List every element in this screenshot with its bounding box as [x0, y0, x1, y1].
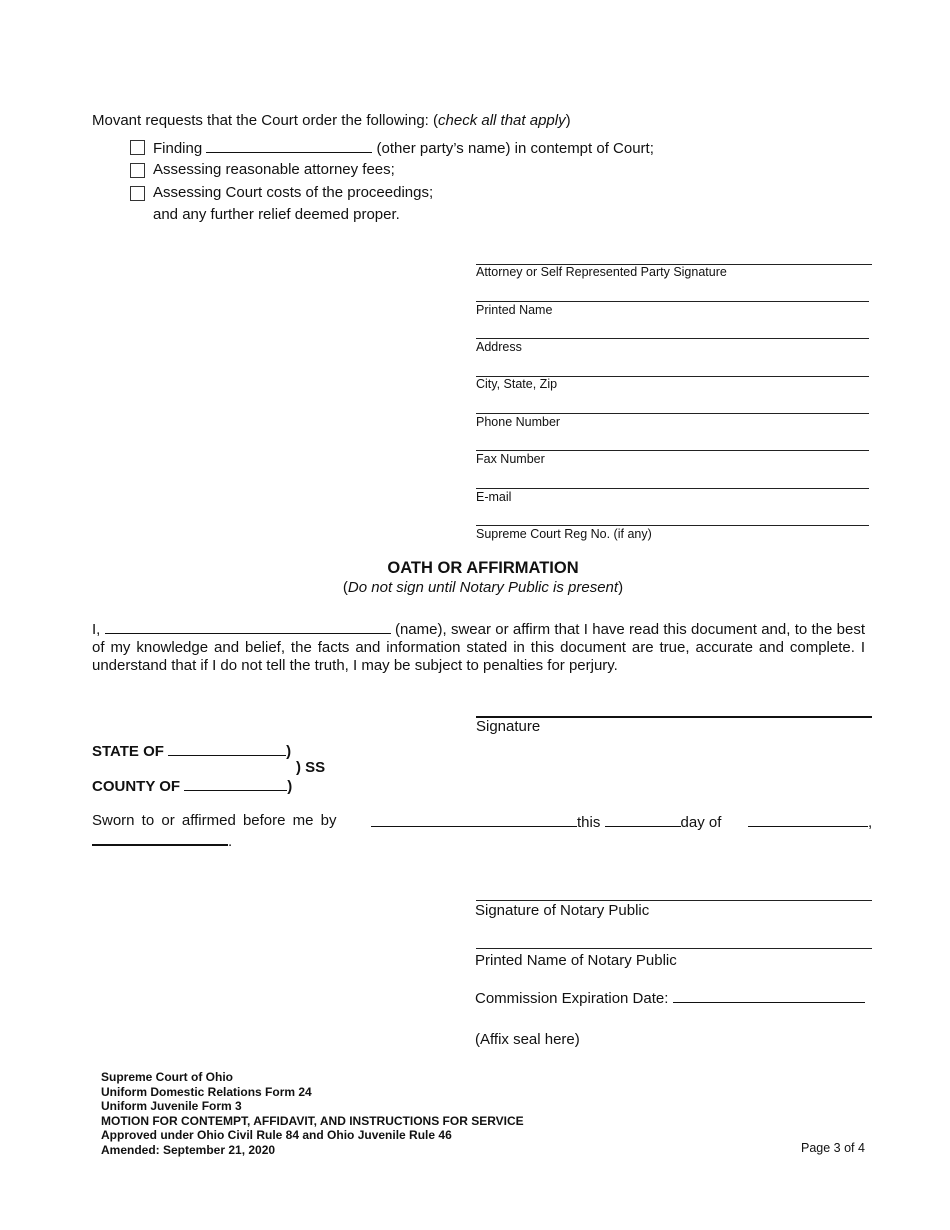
day-field[interactable] [605, 812, 681, 827]
notary-printed-name-line[interactable] [476, 948, 872, 949]
phone-line[interactable] [476, 413, 869, 414]
county-field[interactable] [184, 776, 287, 791]
reg-no-line[interactable] [476, 525, 869, 526]
notary-printed-name-label: Printed Name of Notary Public [475, 952, 677, 969]
notary-signature-label: Signature of Notary Public [475, 902, 650, 919]
option-attorney-fees: Assessing reasonable attorney fees; [153, 161, 395, 178]
footer-approved: Approved under Ohio Civil Rule 84 and Ohio Juvenile Rule 46 [101, 1128, 452, 1142]
commission-date-field[interactable] [673, 988, 865, 1003]
address-label: Address [476, 340, 522, 354]
ss-marker: ) SS [296, 759, 326, 776]
footer-form-title: MOTION FOR CONTEMPT, AFFIDAVIT, AND INSTRUCTIONS FOR SERVICE [101, 1113, 524, 1128]
oath-subtitle: (Do not sign until Notary Public is present) [342, 579, 624, 596]
printed-name-label: Printed Name [476, 303, 553, 317]
attorney-fees-checkbox[interactable] [130, 163, 145, 178]
footer-form-juv: Uniform Juvenile Form 3 [101, 1099, 242, 1113]
county-of: COUNTY OF ) [92, 778, 293, 795]
reg-no-label: Supreme Court Reg No. (if any) [476, 527, 652, 541]
contempt-checkbox[interactable] [130, 140, 145, 155]
oath-title: OATH OR AFFIRMATION [387, 559, 579, 577]
affiant-name-field[interactable] [105, 619, 391, 634]
state-of: STATE OF ) [92, 743, 292, 760]
other-party-name-field[interactable] [206, 138, 372, 153]
state-field[interactable] [168, 741, 286, 756]
attorney-signature-label: Attorney or Self Represented Party Signature [476, 265, 727, 279]
court-costs-checkbox[interactable] [130, 186, 145, 201]
sworn-text: Sworn to or affirmed before me by [92, 812, 337, 829]
further-relief: and any further relief deemed proper. [153, 206, 400, 223]
sworn-by-field[interactable] [371, 812, 577, 827]
commission-expiration: Commission Expiration Date: [475, 988, 865, 1007]
notary-signature-line[interactable] [476, 900, 872, 901]
page-number: Page 3 of 4 [801, 1141, 865, 1155]
option-court-costs: Assessing Court costs of the proceedings; [153, 184, 434, 201]
oath-statement: I, (name), swear or affirm that I have read this document and, to the best of my knowledge and belief, the facts and information stated in this document are true, accurate and complete. I understand that if I do not tell the truth, I may be subject to penalties for perjury. [92, 621, 866, 674]
footer-court: Supreme Court of Ohio [101, 1070, 233, 1084]
email-line[interactable] [476, 488, 869, 489]
fax-label: Fax Number [476, 452, 545, 466]
year-line: . [92, 830, 232, 850]
month-field[interactable] [748, 812, 868, 827]
option-contempt: Finding (other party’s name) in contempt of Court; [153, 140, 654, 157]
phone-label: Phone Number [476, 415, 561, 429]
city-state-zip-label: City, State, Zip [476, 377, 558, 391]
printed-name-line[interactable] [476, 301, 869, 302]
month-line: , [748, 812, 872, 831]
email-label: E-mail [476, 490, 512, 504]
affiant-signature-label: Signature [476, 718, 541, 735]
address-line[interactable] [476, 338, 869, 339]
motion-intro: Movant requests that the Court order the following: (check all that apply) [92, 112, 571, 129]
sworn-line: this day of [371, 812, 721, 831]
form-footer [101, 1070, 524, 1157]
year-field[interactable] [92, 830, 228, 846]
footer-form-dr: Uniform Domestic Relations Form 24 [101, 1084, 312, 1099]
footer-amended: Amended: September 21, 2020 [101, 1142, 276, 1157]
seal-note: (Affix seal here) [475, 1031, 580, 1048]
fax-line[interactable] [476, 450, 869, 451]
